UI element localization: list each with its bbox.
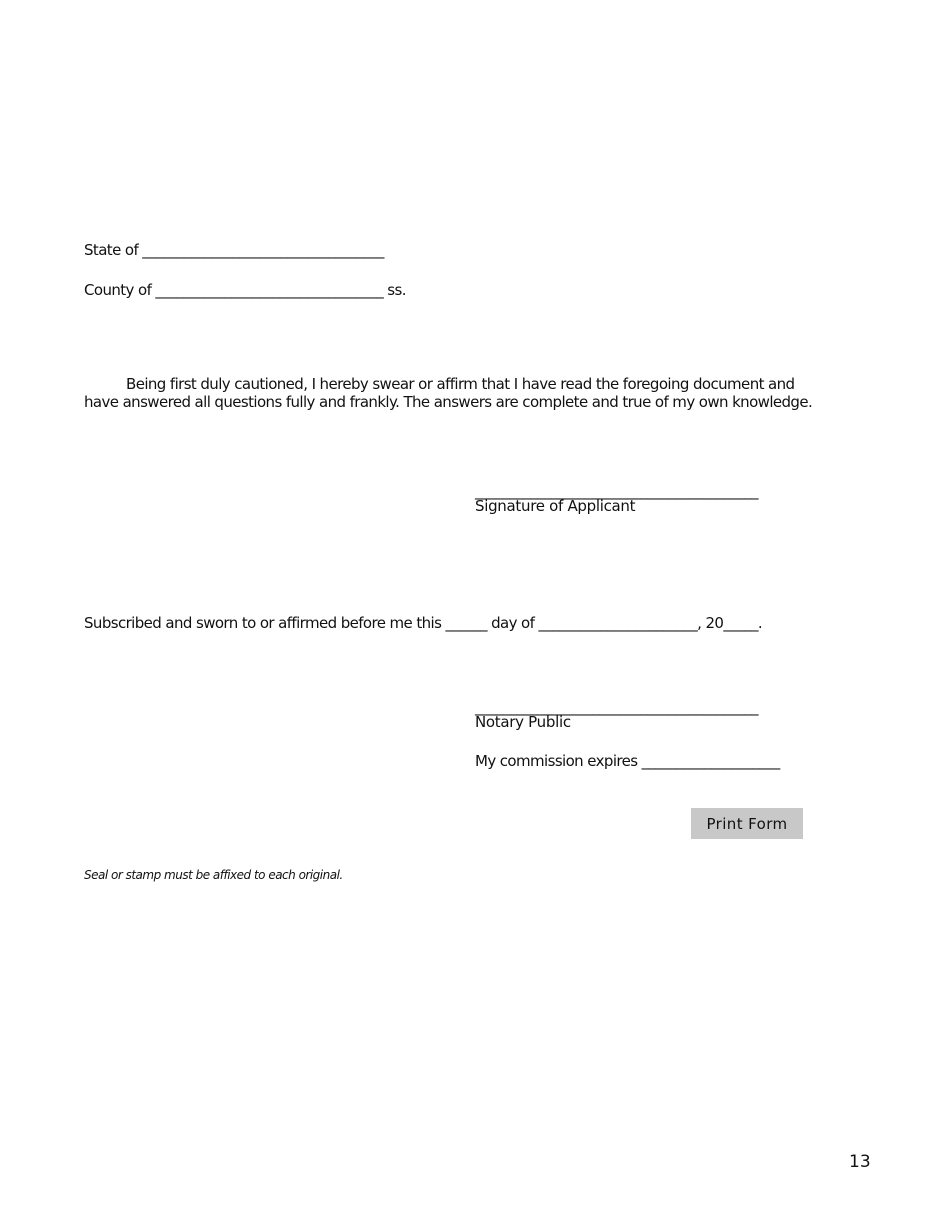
county-of-line: County of _________________________________ ss.: [84, 281, 406, 299]
state-of-line: State of ___________________________________: [84, 241, 384, 259]
print-form-button[interactable]: Print Form: [691, 808, 803, 839]
notary-public-label: Notary Public: [475, 713, 571, 731]
oath-paragraph: Being first duly cautioned, I hereby swear or affirm that I have read the foregoing document and have answered all questions fully and frankly. The answers are complete and true of my own knowledge.: [84, 375, 813, 411]
commission-expires-line: My commission expires ____________________: [475, 752, 780, 770]
applicant-signature-label: Signature of Applicant: [475, 497, 636, 515]
page-number: 13: [849, 1152, 871, 1172]
applicant-signature-line: _________________________________________: [475, 482, 758, 500]
notary-signature-line: _________________________________________: [475, 698, 758, 716]
seal-stamp-note: Seal or stamp must be affixed to each original.: [84, 868, 343, 882]
subscribed-sworn-line: Subscribed and sworn to or affirmed before me this ______ day of _______________________, 20_____.: [84, 614, 763, 632]
